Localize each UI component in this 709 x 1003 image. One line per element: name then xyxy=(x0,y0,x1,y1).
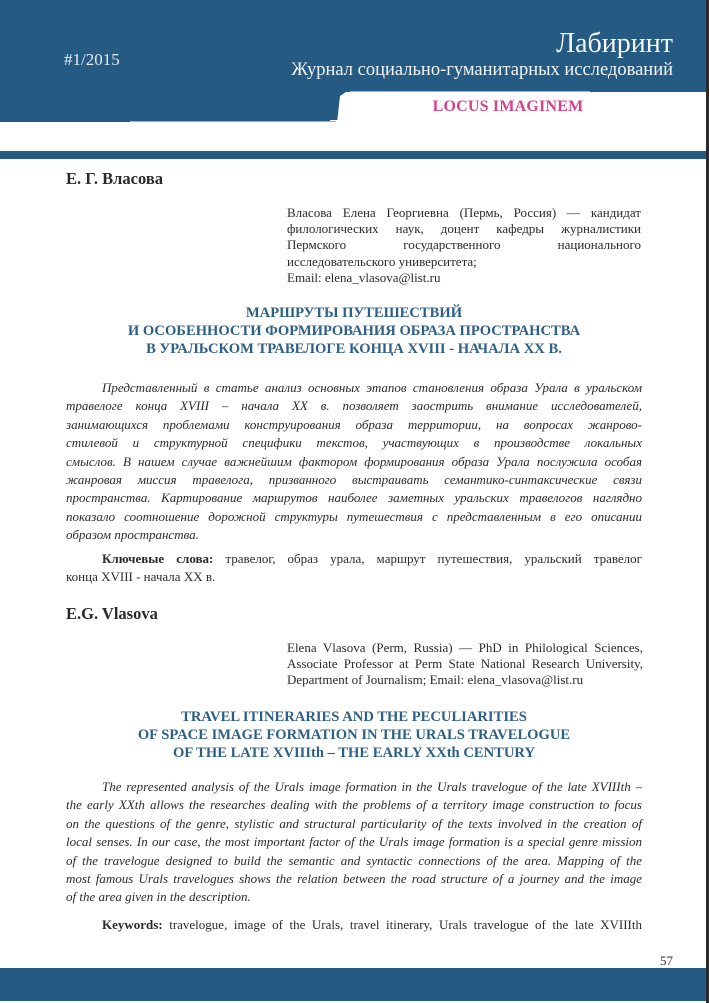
keywords-en xyxy=(66,916,642,934)
author-info-line: Associate Professor at Perm State National Research University, xyxy=(287,656,643,672)
author-info-en xyxy=(287,640,643,689)
abstract-line: of the travelogue designed to build the semantic and syntactic connections of the area. Mapping of the xyxy=(66,852,642,868)
abstract-line: травелоге конца XVIII – начала XX в. позволяет заострить внимание исследователей, xyxy=(66,398,642,414)
abstract-line: local senses. In our case, the most important factor of the Urals image formation is a special genre mission xyxy=(66,834,642,850)
keywords-line xyxy=(66,550,642,568)
title-line: TRAVEL ITINERARIES AND THE PECULIARITIES xyxy=(181,709,527,725)
abstract-line: of the area given in the description. xyxy=(66,889,251,905)
header-divider-bar xyxy=(0,151,706,159)
abstract-line: the early XXth allows the researches dealing with the problems of a territory image construction to focus xyxy=(66,797,642,813)
rubric-label: LOCUS IMAGINEM xyxy=(432,98,584,115)
author-name-ru: Е. Г. Власова xyxy=(66,169,163,188)
tab-cover xyxy=(330,120,706,134)
abstract-line: most famous Urals travelogues shows the relation between the road structure of a journey and the image xyxy=(66,871,642,887)
abstract-line: пространства. Картирование маршрутов наиболее заметных уральских травелогов наглядно xyxy=(66,490,642,506)
title-line: МАРШРУТЫ ПУТЕШЕСТВИЙ xyxy=(245,305,463,321)
abstract-line: показало соотношение дорожной структуры путешествия с представленным в его описании xyxy=(66,508,642,524)
abstract-line: образом пространства. xyxy=(66,527,199,543)
abstract-ru xyxy=(66,379,642,545)
keywords-text: травелог, образ урала, маршрут путешествия, уральский травелог xyxy=(213,551,643,566)
abstract-line: занимающихся проблемами конструирования образа территории, на вопросах жанрово- xyxy=(66,416,642,432)
keywords-ru xyxy=(66,550,642,587)
author-email-ru: Email: elena_vlasova@list.ru xyxy=(287,269,441,285)
abstract-line: стилевой и структурной специфики текстов, участвующих в производстве локальных xyxy=(66,435,642,451)
abstract-line: жанровая миссия травелога, призванного выстраивать семантико-синтаксические связи xyxy=(66,472,642,488)
keywords-text: travelogue, image of the Urals, travel itinerary, Urals travelogue of the late XVIIIth xyxy=(162,917,642,932)
title-line: OF SPACE IMAGE FORMATION IN THE URALS TRAVELOGUE xyxy=(137,727,571,743)
title-line: OF THE LATE XVIIIth – THE EARLY XXth CENTURY xyxy=(173,745,535,761)
footer-bar xyxy=(0,968,706,1001)
article-title-ru xyxy=(66,304,642,358)
abstract-en xyxy=(66,778,642,907)
issue-number: #1/2015 xyxy=(64,50,120,69)
author-info-ru xyxy=(287,205,641,286)
author-info-line: Elena Vlasova (Perm, Russia) — PhD in Philological Sciences, xyxy=(287,640,643,655)
abstract-line: The represented analysis of the Urals image formation in the Urals travelogue of the late XVIIIth – xyxy=(102,779,642,794)
author-info-line: Пермского государственного национального xyxy=(287,237,641,253)
author-info-line: Власова Елена Георгиевна (Пермь, Россия) — кандидат xyxy=(287,205,641,220)
author-name-en: E.G. Vlasova xyxy=(66,604,158,623)
keywords-line: конца XVIII - начала XX в. xyxy=(66,569,216,585)
article-title-en xyxy=(66,708,642,762)
author-info-line: филологических наук, доцент кафедры журналистики xyxy=(287,221,641,237)
author-info-line: исследовательского университета; xyxy=(287,253,477,269)
page-number: 57 xyxy=(660,953,673,968)
title-line: В УРАЛЬСКОМ ТРАВЕЛОГЕ КОНЦА XVIII - НАЧАЛА XX В. xyxy=(146,341,562,357)
keywords-line xyxy=(66,916,642,934)
title-line: И ОСОБЕННОСТИ ФОРМИРОВАНИЯ ОБРАЗА ПРОСТРАНСТВА xyxy=(127,323,581,339)
banner-under-line xyxy=(130,121,336,122)
abstract-line: Представленный в статье анализ основных этапов становления образа Урала в уральском xyxy=(102,380,642,395)
keywords-label: Keywords: xyxy=(102,917,163,932)
abstract-line: on the questions of the genre, stylistic and structural particularity of the texts involved in the creation of xyxy=(66,815,642,831)
abstract-line: смыслов. В нашем случае важнейшим фактором формирования образа Урала послужила особая xyxy=(66,453,642,469)
journal-title: Лабиринт xyxy=(556,28,673,59)
author-email-en: Department of Journalism; Email: elena_vlasova@list.ru xyxy=(287,672,584,688)
keywords-label: Ключевые слова: xyxy=(102,551,214,566)
journal-subtitle: Журнал социально-гуманитарных исследований xyxy=(291,60,673,80)
tab-top-line xyxy=(350,91,590,92)
